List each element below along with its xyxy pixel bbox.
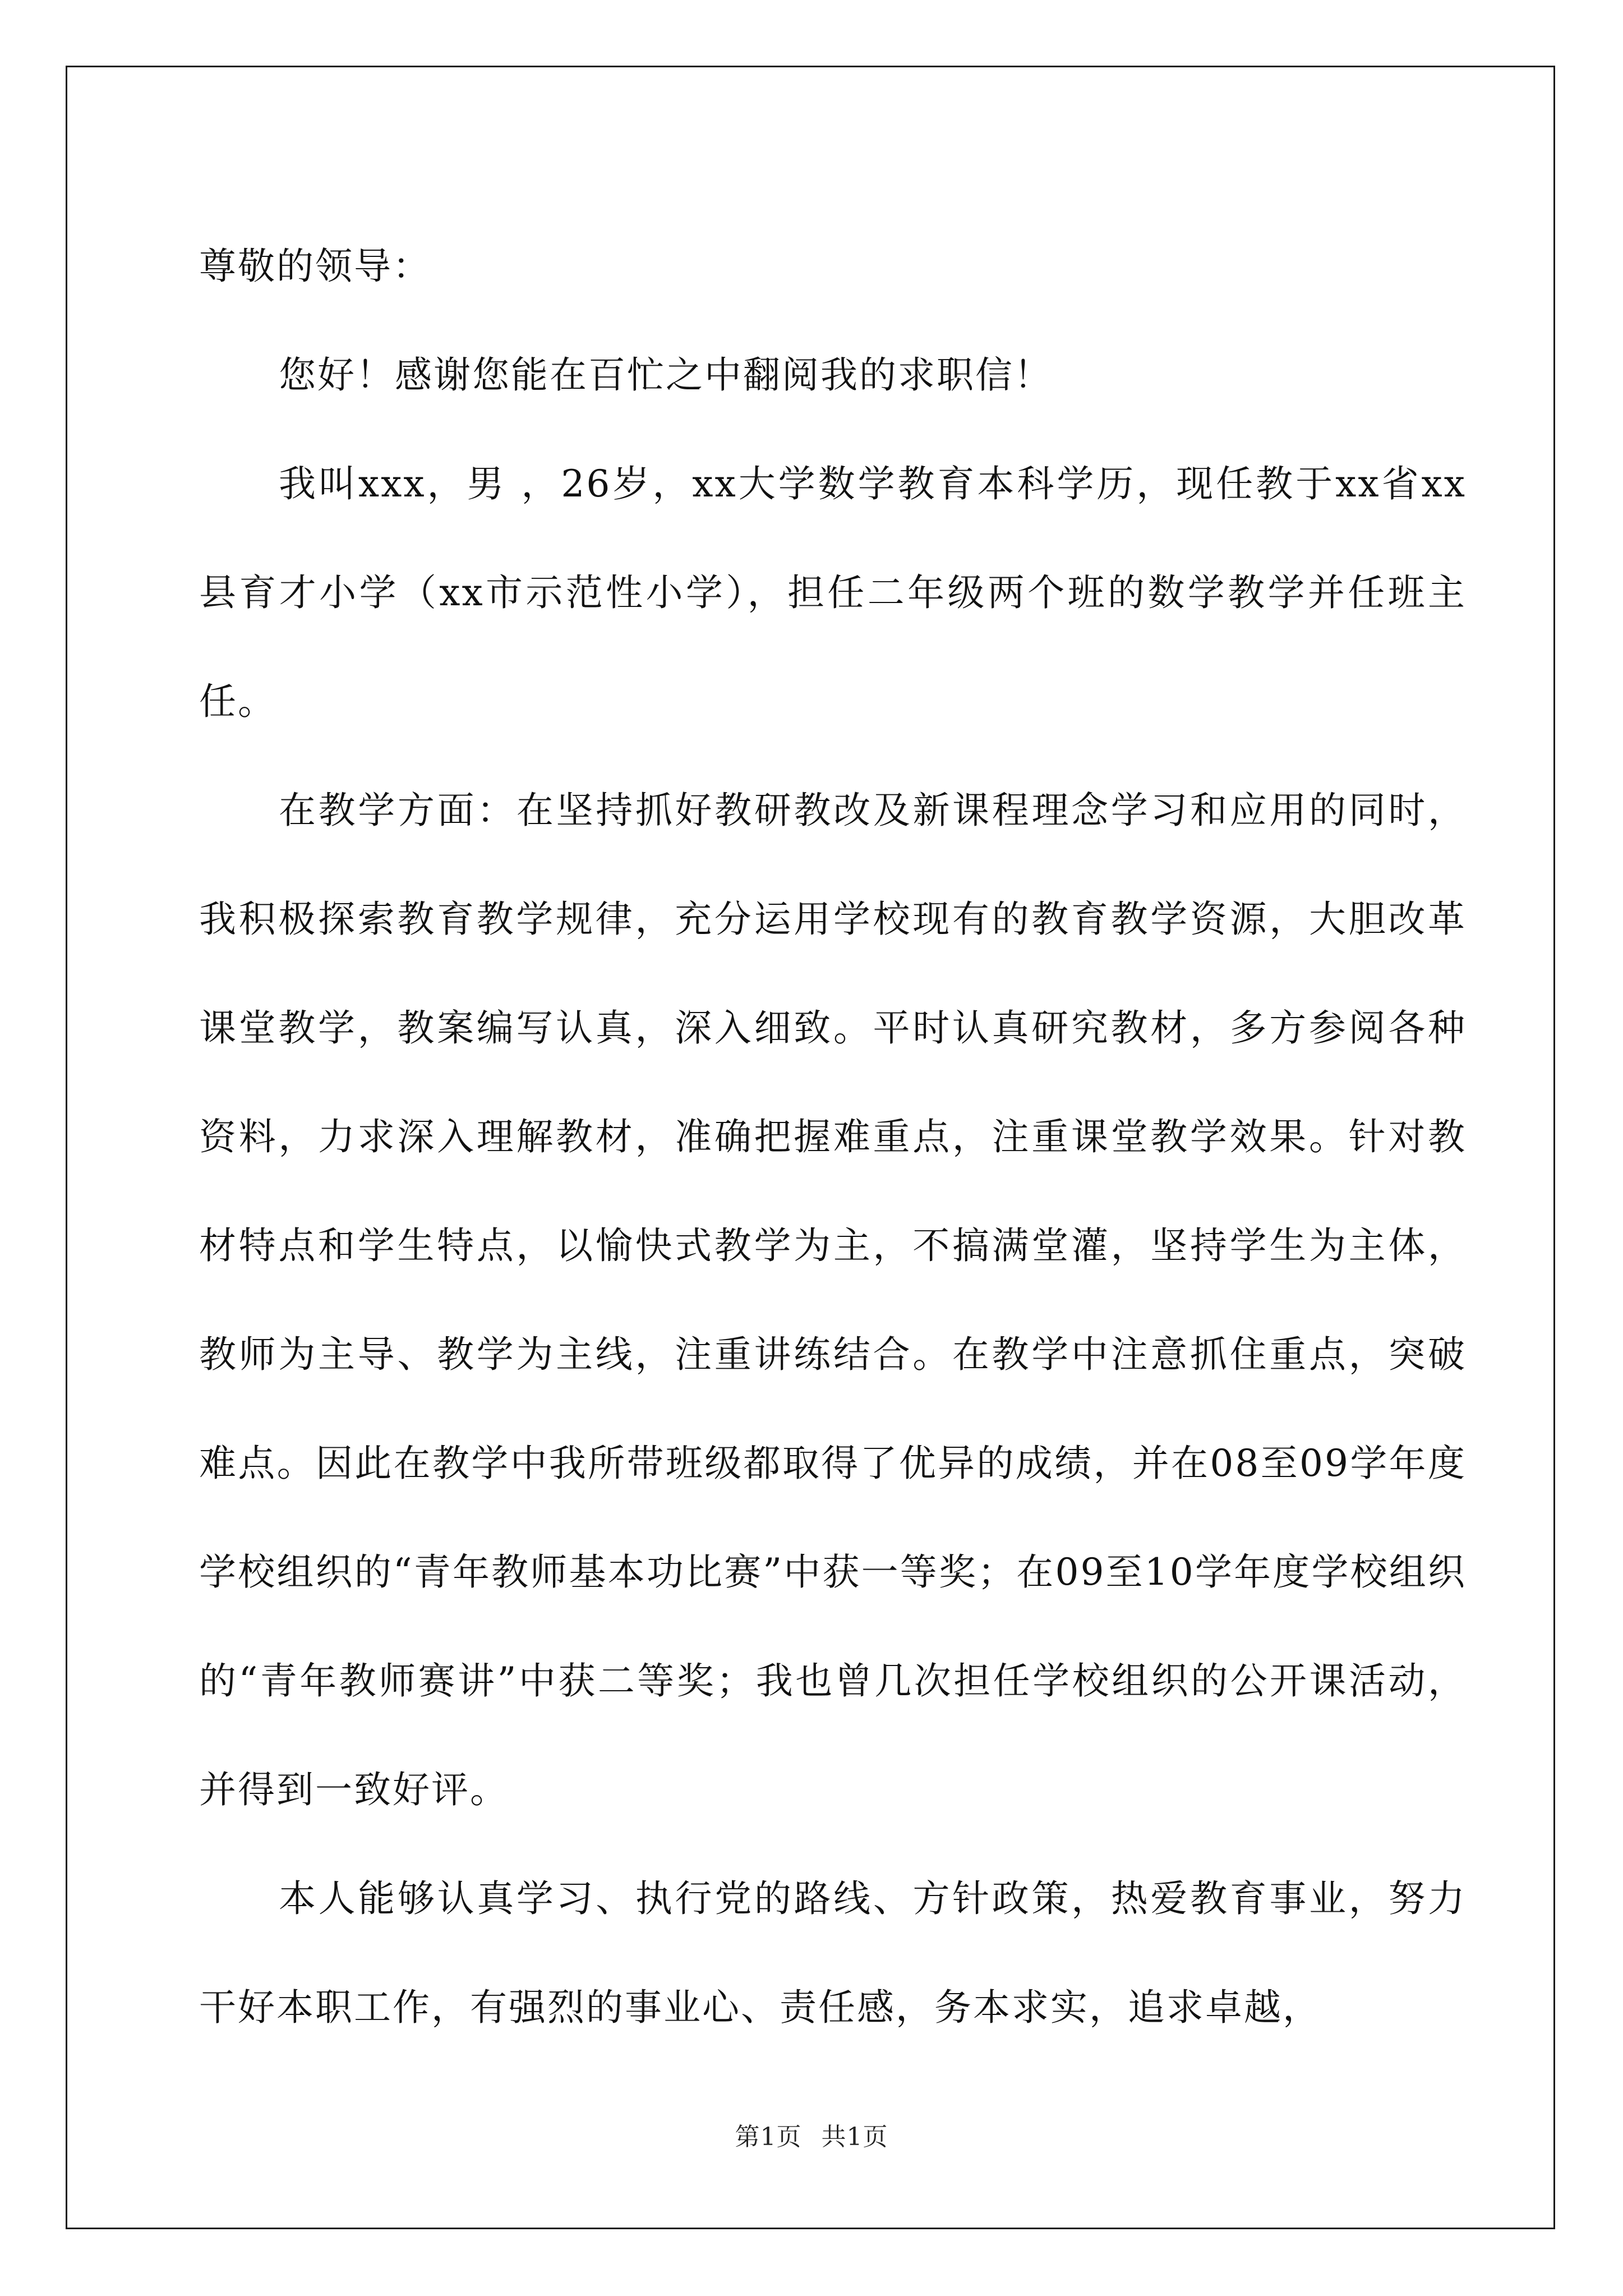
letter-greeting: 尊敬的领导： xyxy=(199,245,431,288)
page-total: 共1页 xyxy=(821,2123,888,2151)
page-footer xyxy=(0,2122,1623,2153)
letter-paragraph: 您好！感谢您能在百忙之中翻阅我的求职信！ xyxy=(279,353,1053,397)
page-number: 第1页 xyxy=(735,2123,802,2151)
letter-paragraph: 我叫xxx，男 ，26岁，xx大学数学教育本科学历，现任教于xx省xx县育才小学（xx市示范性小学），担任二年级两个班的数学教学并任班主任。 xyxy=(199,462,1467,723)
letter-paragraph: 本人能够认真学习、执行党的路线、方针政策，热爱教育事业，努力干好本职工作，有强烈的事业心、责任感，务本求实，追求卓越， xyxy=(199,1877,1467,2029)
letter-body xyxy=(199,212,1467,2062)
letter-paragraph: 在教学方面：在坚持抓好教研教改及新课程理念学习和应用的同时，我积极探索教育教学规律，充分运用学校现有的教育教学资源，大胆改革课堂教学，教案编写认真，深入细致。平时认真研究教材，多方参阅各种资料，力求深入理解教材，准确把握难重点，注重课堂教学效果。针对教材特点和学生特点，以愉快式教学为主，不搞满堂灌，坚持学生为主体，教师为主导、教学为主线，注重讲练结合。在教学中注意抓住重点，突破难点。因此在教学中我所带班级都取得了优异的成绩，并在08至09学年度学校组织的“青年教师基本功比赛”中获一等奖；在09至10学年度学校组织的“青年教师赛讲”中获二等奖；我也曾几次担任学校组织的公开课活动，并得到一致好评。 xyxy=(199,789,1467,1811)
